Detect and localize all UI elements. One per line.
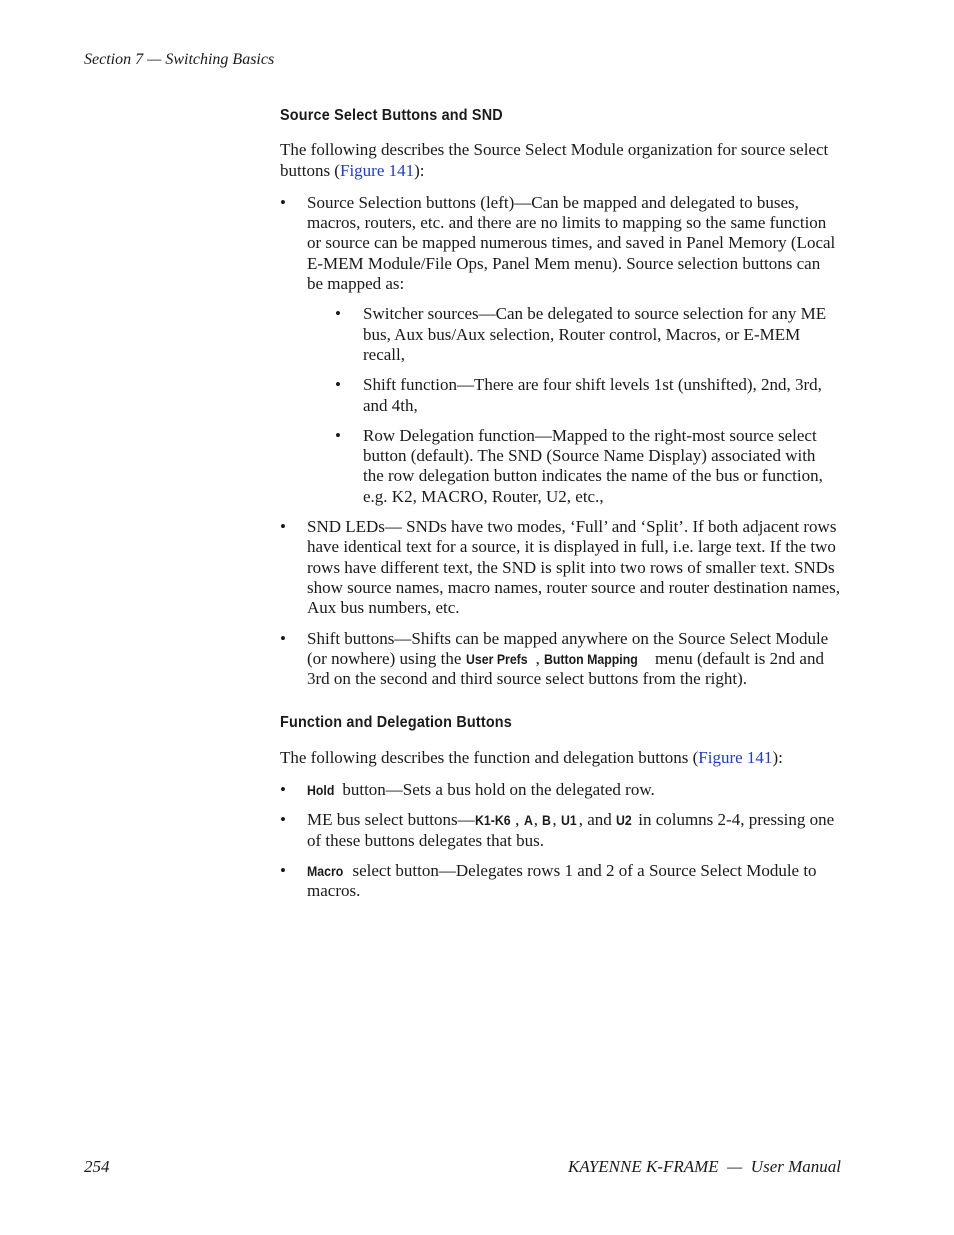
section2-intro: The following describes the function and delegation buttons (Figure 141): (280, 747, 783, 767)
list-item: • Macro select button—Delegates rows 1 and 2 of a Source Select Module to macros. (280, 860, 817, 901)
section-heading-source-select: Source Select Buttons and SND (280, 107, 503, 124)
button-name-a: A (523, 812, 533, 829)
list-item: • Row Delegation function—Mapped to the right-most source select button (default). The SND (Source Name Display) associated with the row delegation button indicates the name of the bus or function, e.g. K2, MACRO, Router, U2, etc., (335, 425, 823, 506)
list-item: • ME bus select buttons—K1-K6 , A, B, U1 , and U2 in columns 2-4, pressing one of these buttons delegates that bus. (280, 810, 835, 850)
section2-bullet-list (280, 780, 840, 901)
main-content (280, 106, 840, 902)
list-item: • Hold button—Sets a bus hold on the delegated row. (280, 780, 655, 800)
footer-title: KAYENNE K-FRAME — User Manual (568, 1157, 841, 1176)
running-head: Section 7 — Switching Basics (84, 51, 275, 68)
menu-name-user-prefs: User Prefs (465, 650, 528, 667)
list-item: • Switcher sources—Can be delegated to source selection for any ME bus, Aux bus/Aux selection, Router control, Macros, or E-MEM recall, (335, 304, 827, 364)
button-name-b: B (542, 812, 552, 829)
section1-bullet-list (280, 193, 840, 690)
list-item: • SND LEDs— SNDs have two modes, ‘Full’ and ‘Split’. If both adjacent rows have identical text for a source, it is displayed in full, i.e. large text. If the two rows have different text, the SND is split into two rows of smaller text. SNDs show source names, macro names, router source and router destination names, Aux bus numbers, etc. (280, 517, 840, 618)
button-name-k1-k6: K1-K6 (474, 812, 511, 829)
button-name-hold: Hold (307, 782, 335, 799)
menu-name-button-mapping: Button Mapping (544, 650, 638, 667)
page-number: 254 (84, 1157, 110, 1176)
button-name-u1: U1 (560, 812, 577, 829)
section1-intro: The following describes the Source Select Module organization for source select buttons (Figure 141): (280, 140, 829, 180)
list-item: • Shift buttons—Shifts can be mapped anywhere on the Source Select Module (or nowhere) using the User Prefs , Button Mapping menu (default is 2nd and 3rd on the second and third source select buttons from the right). (280, 628, 829, 689)
button-name-macro: Macro (307, 862, 344, 879)
figure-141-link[interactable]: Figure 141 (698, 747, 773, 767)
sub-bullet-list (307, 304, 840, 507)
section-heading-function-delegation: Function and Delegation Buttons (280, 714, 512, 732)
list-item: • Shift function—There are four shift levels 1st (unshifted), 2nd, 3rd, and 4th, (335, 375, 822, 415)
list-item: • Source Selection buttons (left)—Can be mapped and delegated to buses, macros, routers, etc. and there are no limits to mapping so the same function or source can be mapped numerous times, and saved in Panel Memory (Local E-MEM Module/File Ops, Panel Mem menu). Source selection buttons can be mapped as: • Switcher sources—Can be delegated to source selection for any ME bus, Aux bus/Aux selection, Router control, Macros, or E-MEM recall, • Shift function—There are four shift levels 1st (unshifted), 2nd, 3rd, and 4th, • Row Delegation function—Mapped to the right-most source select button (default). The SND (Source Name Display) associated with the row delegation button indicates the name of the bus or function, e.g. K2, MACRO, Router, U2, etc., (280, 193, 840, 507)
button-name-u2: U2 (616, 812, 632, 829)
figure-141-link[interactable]: Figure 141 (339, 160, 415, 180)
